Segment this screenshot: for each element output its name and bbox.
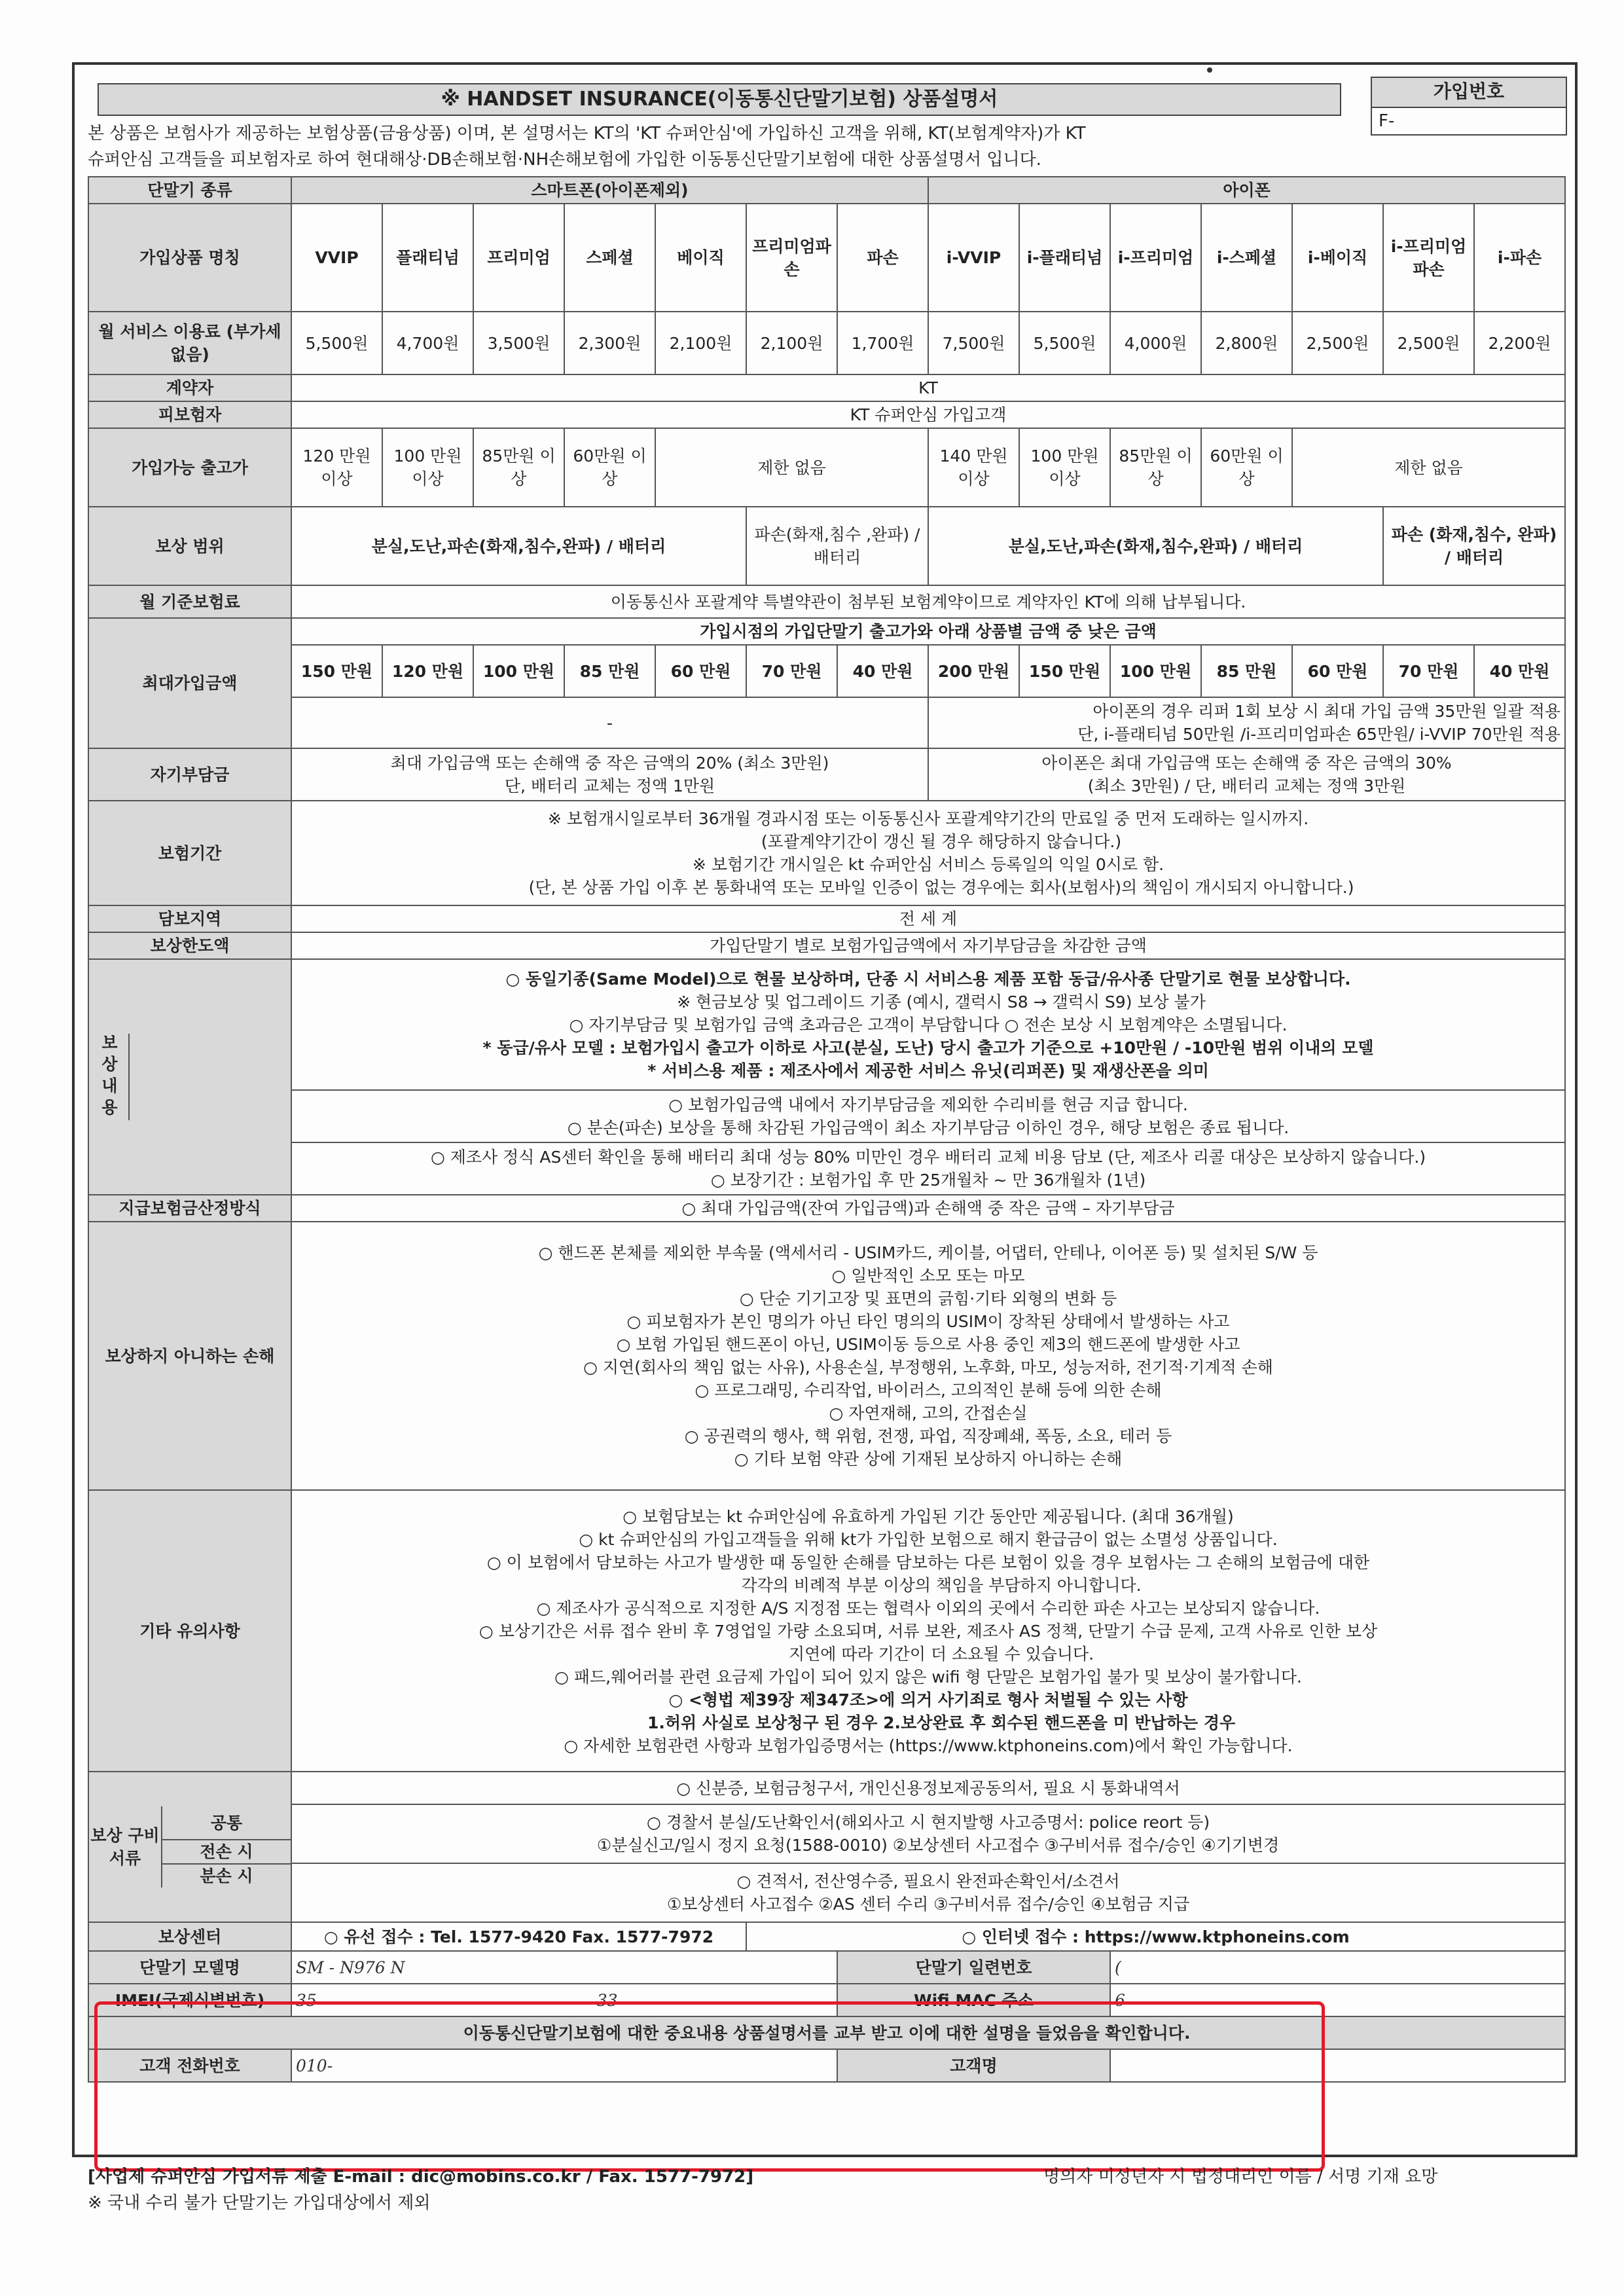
smartphone-header: 스마트폰(아이폰제외) [291,177,928,204]
monthly-fee: 2,100원 [746,312,837,374]
monthly-fee: 2,800원 [1201,312,1292,374]
intro-text [88,120,1390,173]
battery-line: ○ 제조사 정식 AS센터 확인을 통해 배터리 최대 성능 80% 미만인 경우 배터리 교체 비용 담보 (단, 제조사 리콜 대상은 보상하지 않습니다.) [430,1148,1426,1167]
note-line: ○ kt 슈퍼안심의 가입고객들을 위해 kt가 가입한 보험으로 해지 환급금이 없는 소멸성 상품입니다. [579,1529,1278,1549]
deductible-iphone [928,748,1565,801]
max-amount: 60 만원 [1292,645,1383,697]
battery-line: ○ 보장기간 : 보험가입 후 만 25개월차 ~ 만 36개월차 (1년) [710,1171,1146,1190]
deductible-smart [291,748,928,801]
total-loss-line: ○ 자기부담금 및 보험가입 금액 초과금은 고객이 부담합니다 ○ 전손 보상 시 보험계약은 소멸됩니다. [569,1015,1288,1034]
insured-value: KT 슈퍼안심 가입고객 [291,401,1565,428]
max-amount-label: 최대가입금액 [88,618,291,748]
insured-label: 피보험자 [88,401,291,428]
partial-loss-line: ○ 분손(파손) 보상을 통해 차감된 가입금액이 최소 자기부담금 이하인 경우, 해당 보험은 종료 됩니다. [567,1118,1290,1137]
product-name: 스페셜 [564,204,655,312]
exclusion-line: ○ 기타 보험 약관 상에 기재된 보상하지 아니하는 손해 [734,1449,1123,1468]
monthly-fee-label: 월 서비스 이용료 (부가세 없음) [88,312,291,374]
footer-repair: ※ 국내 수리 불가 단말기는 가입대상에서 제외 [88,2193,431,2213]
max-amount: 100 만원 [1110,645,1201,697]
center-phone: ○ 유선 접수 : Tel. 1577-9420 Fax. 1577-7972 [291,1922,746,1951]
max-smart-note: - [291,697,928,748]
partial-loss-line: ○ 보험가입금액 내에서 자기부담금을 제외한 수리비를 현금 지급 합니다. [668,1095,1188,1114]
product-name: i-베이직 [1292,204,1383,312]
monthly-fee: 2,500원 [1383,312,1474,374]
exclusions-text [291,1222,1565,1490]
total-loss-line: ○ 동일기종(Same Model)으로 현물 보상하며, 단종 시 서비스용 제품 포함 동급/유사종 단말기로 현물 보상합니다. [505,969,1351,989]
max-iphone-note-2: 단, i-플래티넘 50만원 /i-프리미엄파손 65만원/ i-VVIP 70만원 적용 [1077,725,1561,744]
exclusion-line: ○ 일반적인 소모 또는 마모 [831,1266,1025,1285]
max-amount-header: 가입시점의 가입단말기 출고가와 아래 상품별 금액 중 낮은 금액 [291,618,1565,645]
total-loss-line: ※ 현금보상 및 업그레이드 기종 (예시, 갤럭시 S8 → 갤럭시 S9) 보상 불가 [677,992,1206,1011]
device-type-label: 단말기 종류 [88,177,291,204]
limit-label: 보상한도액 [88,932,291,959]
max-amount: 120 만원 [382,645,473,697]
total-loss-text [291,959,1565,1090]
exclusion-line: ○ 단순 기기고장 및 표면의 긁힘·기타 외형의 변화 등 [739,1289,1117,1308]
intro-line-2: 슈퍼안심 고객들을 피보험자로 하여 현대해상·DB손해보험·NH손해보험에 가입한 이동통신단말기보험에 대한 상품설명서 입니다. [88,150,1041,170]
period-line: (포괄계약기간이 갱신 될 경우 해당하지 않습니다.) [761,832,1122,851]
max-amount: 85 만원 [1201,645,1292,697]
eligible-price-label: 가입가능 출고가 [88,428,291,507]
product-name: i-플래티넘 [1019,204,1110,312]
monthly-fee: 2,300원 [564,312,655,374]
footer-submit: [사업제 슈퍼안심 가입서류 제출 E-mail : dic@mobins.co.kr / Fax. 1577-7972] [88,2167,754,2187]
model-field[interactable]: SM - N976 N [291,1951,837,1984]
period-line: ※ 보험기간 개시일은 kt 슈퍼안심 서비스 등록일의 익일 0시로 함. [692,855,1164,874]
max-amount: 70 만원 [746,645,837,697]
coverage-iphone-main: 분실,도난,파손(화재,침수,완파) / 배터리 [928,507,1383,585]
monthly-fee: 3,500원 [473,312,564,374]
docs-label: 보상 구비 서류 [89,1806,162,1887]
claim-content-cell [88,959,291,1195]
center-web: ○ 인터넷 접수 : https://www.ktphoneins.com [746,1922,1565,1951]
max-amount: 150 만원 [1019,645,1110,697]
monthly-fee: 2,100원 [655,312,746,374]
note-line: ○ 보험담보는 kt 슈퍼안심에 유효하게 가입된 기간 동안만 제공됩니다. (최대 36개월) [623,1506,1234,1526]
name-label: 고객명 [837,2049,1110,2082]
exclusion-line: ○ 자연재해, 고의, 간접손실 [829,1404,1028,1423]
signup-number-value: F- [1379,111,1395,131]
footer-minor: 명의자 미성년자 시 법정대리인 이름 / 서명 기재 요망 [1043,2167,1438,2187]
product-name: i-프리미엄파손 [1383,204,1474,312]
exclusion-line: ○ 지연(회사의 책임 없는 사유), 사용손실, 부정행위, 노후화, 마모, 성능저하, 전기적·기계적 손해 [583,1358,1273,1377]
period-line: ※ 보험개시일로부터 36개월 경과시점 또는 이동통신사 포괄계약기간의 만료일 중 먼저 도래하는 일시까지. [547,809,1309,828]
note-line: ○ 보상기간은 서류 접수 완비 후 7영업일 가량 소요되며, 서류 보완, 제조사 AS 정책, 단말기 수급 문제, 고객 사유로 인한 보상 [478,1621,1378,1641]
max-amount: 40 만원 [1474,645,1565,697]
note-line: ○ 이 보험에서 담보하는 사고가 발생한 때 동일한 손해를 담보하는 다른 보험이 있을 경우 보험사는 그 손해의 보험금에 대한 [486,1552,1370,1572]
eligible-price: 제한 없음 [655,428,928,507]
wifi-field[interactable]: 6 [1110,1984,1565,2016]
partial-loss-text [291,1090,1565,1142]
deductible-iphone-1: 아이폰은 최대 가입금액 또는 손해액 중 작은 금액의 30% [1041,754,1452,773]
total-loss-line: * 서비스용 제품 : 제조사에서 제공한 서비스 유닛(리퍼폰) 및 재생산폰을 의미 [647,1061,1209,1080]
contractor-value: KT [291,374,1565,401]
limit-value: 가입단말기 별로 보험가입금액에서 자기부담금을 차감한 금액 [291,932,1565,959]
max-iphone-note-1: 아이폰의 경우 리퍼 1회 보상 시 최대 가입 금액 35만원 일괄 적용 [1092,702,1561,721]
eligible-price: 85만원 이상 [1110,428,1201,507]
docs-partial-line: ○ 견적서, 전산영수증, 필요시 완전파손확인서/소견서 [736,1872,1120,1891]
territory-value: 전 세 계 [291,905,1565,932]
confirm-text: 이동통신단말기보험에 대한 중요내용 상품설명서를 교부 받고 이에 대한 설명을 들었음을 확인합니다. [88,2016,1565,2049]
wifi-label: Wifi MAC 주소 [837,1984,1110,2016]
monthly-fee: 2,200원 [1474,312,1565,374]
monthly-fee: 5,500원 [1019,312,1110,374]
product-name: i-파손 [1474,204,1565,312]
max-amount: 85 만원 [564,645,655,697]
note-line: 1.허위 사실로 보상청구 된 경우 2.보상완료 후 회수된 핸드폰을 미 반납하는 경우 [647,1713,1236,1732]
product-name: 베이직 [655,204,746,312]
phone-label: 고객 전화번호 [88,2049,291,2082]
note-line: ○ 패드,웨어러블 관련 요금제 가입이 되어 있지 않은 wifi 형 단말은 보험가입 불가 및 보상이 불가합니다. [554,1667,1302,1686]
intro-line-1: 본 상품은 보험사가 제공하는 보험상품(금융상품) 이며, 본 설명서는 KT의 'KT 슈퍼안심'에 가입하신 고객을 위해, KT(보험계약자)가 KT [88,124,1086,143]
period-label: 보험기간 [88,801,291,905]
eligible-price: 120 만원 이상 [291,428,382,507]
total-loss-line: * 동급/유사 모델 : 보험가입시 출고가 이하로 사고(분실, 도난) 당시 출고가 기준으로 +10만원 / -10만원 범위 이내의 모델 [482,1038,1374,1057]
product-name: 파손 [837,204,928,312]
max-amount: 200 만원 [928,645,1019,697]
center-label: 보상센터 [88,1922,291,1951]
max-amount: 70 만원 [1383,645,1474,697]
docs-common-value: ○ 신분증, 보험금청구서, 개인신용정보제공동의서, 필요 시 통화내역서 [291,1772,1565,1804]
docs-common-label: 공통 [162,1806,291,1840]
note-line: 각각의 비례적 부분 이상의 책임을 부담하지 아니합니다. [741,1575,1142,1595]
insurance-form [72,62,1578,2213]
highlight-box [94,2001,1325,2172]
exclusion-line: ○ 프로그래밍, 수리작업, 바이러스, 고의적인 분해 등에 의한 손해 [695,1381,1162,1400]
product-name-label: 가입상품 명칭 [88,204,291,312]
docs-total-line: ①분실신고/일시 정지 요청(1588-0010) ②보상센터 사고접수 ③구비서류 접수/승인 ④기기변경 [596,1836,1280,1855]
monthly-fee: 1,700원 [837,312,928,374]
eligible-price: 60만원 이상 [1201,428,1292,507]
note-line: ○ <형법 제39장 제347조>에 의거 사기죄로 형사 처벌될 수 있는 사항 [668,1690,1188,1709]
exclusion-line: ○ 보험 가입된 핸드폰이 아닌, USIM이동 등으로 사용 중인 제3의 핸드폰에 발생한 사고 [616,1335,1240,1354]
signup-number-box [1371,77,1567,136]
eligible-price: 100 만원 이상 [382,428,473,507]
payout-method-value: ○ 최대 가입금액(잔여 가입금액)과 손해액 중 작은 금액 – 자기부담금 [291,1195,1565,1222]
imei-value: 35 [296,1990,317,2010]
docs-total-line: ○ 경찰서 분실/도난확인서(해외사고 시 현지발행 사고증명서: police reort 등) [646,1813,1210,1832]
max-amount: 60 만원 [655,645,746,697]
eligible-price: 85만원 이상 [473,428,564,507]
docs-partial-label: 분손 시 [200,1867,253,1886]
iphone-header: 아이폰 [928,177,1565,204]
exclusion-line: ○ 핸드폰 본체를 제외한 부속물 (액세서리 - USIM카드, 케이블, 어댑터, 안테나, 이어폰 등) 및 설치된 S/W 등 [538,1243,1318,1262]
docs-total-text [291,1804,1565,1863]
eligible-price: 60만원 이상 [564,428,655,507]
deductible-smart-1: 최대 가입금액 또는 손해액 중 작은 금액의 20% (최소 3만원) [390,754,829,773]
form-title: ※ HANDSET INSURANCE(이동통신단말기보험) 상품설명서 [98,83,1341,116]
coverage-smart-main: 분실,도난,파손(화재,침수,완파) / 배터리 [291,507,746,585]
docs-partial-line: ①보상센터 사고접수 ②AS 센터 수리 ③구비서류 접수/승인 ④보험금 지급 [666,1895,1190,1914]
territory-label: 담보지역 [88,905,291,932]
monthly-fee: 4,700원 [382,312,473,374]
note-line: 지연에 따라 기간이 더 소요될 수 있습니다. [788,1644,1094,1664]
product-name: i-프리미엄 [1110,204,1201,312]
claim-content-label: 보상내용 [89,1034,130,1120]
exclusion-line: ○ 공권력의 행사, 핵 위험, 전쟁, 파업, 직장폐쇄, 폭동, 소요, 테러 등 [684,1427,1172,1446]
imei-label: IMEI(국제식별번호) [88,1984,291,2016]
serial-field[interactable]: ( [1110,1951,1565,1984]
signup-number-label: 가입번호 [1372,78,1566,108]
docs-cell [88,1772,291,1922]
note-line: ○ 자세한 보험관련 사항과 보험가입증명서는 (https://www.ktphoneins.com)에서 확인 가능합니다. [564,1736,1293,1755]
contractor-label: 계약자 [88,374,291,401]
product-name: i-스페셜 [1201,204,1292,312]
docs-partial-text [291,1863,1565,1922]
max-amount: 150 만원 [291,645,382,697]
payout-method-label: 지급보험금산정방식 [88,1195,291,1222]
product-name: 프리미엄파손 [746,204,837,312]
monthly-fee: 2,500원 [1292,312,1383,374]
product-name: 플래티넘 [382,204,473,312]
product-name: i-VVIP [928,204,1019,312]
exclusions-label: 보상하지 아니하는 손해 [88,1222,291,1490]
coverage-iphone-damage: 파손 (화재,침수, 완파) / 배터리 [1383,507,1565,585]
max-iphone-note [928,697,1565,748]
coverage-smart-damage: 파손(화재,침수 ,완파) / 배터리 [746,507,928,585]
phone-field[interactable]: 010- [291,2049,837,2082]
deductible-smart-2: 단, 배터리 교체는 정액 1만원 [504,776,715,795]
period-text [291,801,1565,905]
monthly-premium-value: 이동통신사 포괄계약 특별약관이 첨부된 보험계약이므로 계약자인 KT에 의해 납부됩니다. [291,585,1565,618]
exclusion-line: ○ 피보험자가 본인 명의가 아닌 타인 명의의 USIM이 장착된 상태에서 발생하는 사고 [626,1312,1230,1331]
model-label: 단말기 모델명 [88,1951,291,1984]
imei-tail: 33 [596,1990,618,2010]
battery-text [291,1142,1565,1195]
max-amount: 100 만원 [473,645,564,697]
deductible-iphone-2: (최소 3만원) / 단, 배터리 교체는 정액 3만원 [1087,776,1406,795]
period-line: (단, 본 상품 가입 이후 본 통화내역 또는 모바일 인증이 없는 경우에는 회사(보험사)의 책임이 개시되지 아니합니다.) [528,878,1354,897]
eligible-price: 140 만원 이상 [928,428,1019,507]
monthly-premium-label: 월 기준보험료 [88,585,291,618]
product-table [88,176,1566,2083]
note-line: ○ 제조사가 공식적으로 지정한 A/S 지정점 또는 협력사 이외의 곳에서 수리한 파손 사고는 보상되지 않습니다. [536,1598,1320,1618]
product-name: VVIP [291,204,382,312]
monthly-fee: 5,500원 [291,312,382,374]
docs-total-label: 전손 시 [162,1840,291,1865]
deductible-label: 자기부담금 [88,748,291,801]
serial-label: 단말기 일련번호 [837,1951,1110,1984]
eligible-price: 제한 없음 [1292,428,1565,507]
notes-label: 기타 유의사항 [88,1490,291,1772]
max-amount: 40 만원 [837,645,928,697]
product-name: 프리미엄 [473,204,564,312]
coverage-scope-label: 보상 범위 [88,507,291,585]
monthly-fee: 4,000원 [1110,312,1201,374]
monthly-fee: 7,500원 [928,312,1019,374]
scan-speck [1207,67,1212,73]
notes-text [291,1490,1565,1772]
eligible-price: 100 만원 이상 [1019,428,1110,507]
